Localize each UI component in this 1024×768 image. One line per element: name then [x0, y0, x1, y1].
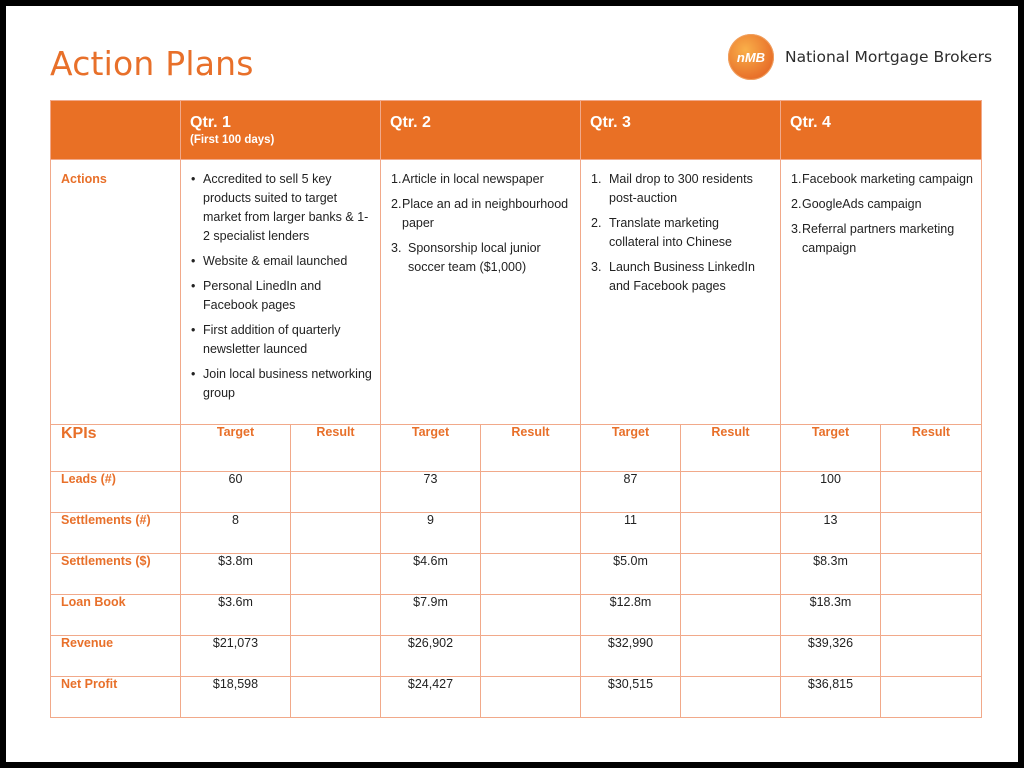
- header-blank-cell: [51, 101, 181, 160]
- result-cell: [291, 636, 381, 677]
- result-header: Result: [881, 425, 982, 472]
- list-item: • Personal LinedIn and Facebook pages: [189, 277, 372, 315]
- list-item: 2. Place an ad in neighbourhood paper: [391, 197, 569, 230]
- quarter-header-q3: Qtr. 3: [581, 101, 781, 160]
- target-value: $24,427: [381, 677, 481, 718]
- list-item: • Website & email launched: [189, 252, 372, 271]
- page-title: Action Plans: [50, 44, 254, 83]
- kpis-label: KPIs: [51, 425, 181, 472]
- table-row: [51, 472, 982, 513]
- result-header: Result: [681, 425, 781, 472]
- target-value: 13: [781, 513, 881, 554]
- row-label: Revenue: [51, 636, 181, 677]
- target-value: 87: [581, 472, 681, 513]
- target-value: $36,815: [781, 677, 881, 718]
- result-cell: [481, 513, 581, 554]
- list-item: 2. Translate marketing collateral into Chinese: [591, 216, 732, 249]
- target-value: $21,073: [181, 636, 291, 677]
- target-value: $39,326: [781, 636, 881, 677]
- list-item: 1. Facebook marketing campaign: [791, 172, 973, 186]
- target-value: $5.0m: [581, 554, 681, 595]
- result-cell: [681, 472, 781, 513]
- target-value: 73: [381, 472, 481, 513]
- target-value: 100: [781, 472, 881, 513]
- logo-icon: nMB: [728, 34, 774, 80]
- quarter-header-q1: Qtr. 1 (First 100 days): [181, 101, 381, 160]
- target-value: $3.8m: [181, 554, 291, 595]
- list-item: 1. Mail drop to 300 residents post-auction: [591, 172, 753, 205]
- result-cell: [291, 677, 381, 718]
- table-row: [51, 636, 982, 677]
- brand-name: National Mortgage Brokers: [785, 48, 993, 66]
- target-value: $8.3m: [781, 554, 881, 595]
- list-item: 3. Launch Business LinkedIn and Facebook pages: [591, 260, 755, 293]
- quarter-header-row: [51, 101, 982, 160]
- target-value: $18,598: [181, 677, 291, 718]
- target-header: Target: [581, 425, 681, 472]
- table-row: [51, 677, 982, 718]
- result-cell: [881, 513, 982, 554]
- row-label: Settlements ($): [51, 554, 181, 595]
- target-value: 9: [381, 513, 481, 554]
- result-cell: [881, 554, 982, 595]
- result-cell: [291, 595, 381, 636]
- actions-q1: [181, 160, 381, 425]
- target-value: $18.3m: [781, 595, 881, 636]
- actions-label: Actions: [51, 160, 181, 425]
- row-label: Settlements (#): [51, 513, 181, 554]
- target-value: 11: [581, 513, 681, 554]
- result-cell: [881, 595, 982, 636]
- target-value: $7.9m: [381, 595, 481, 636]
- list-item: 3. Referral partners marketing campaign: [791, 222, 955, 255]
- result-cell: [481, 472, 581, 513]
- target-value: $4.6m: [381, 554, 481, 595]
- result-cell: [291, 513, 381, 554]
- list-item: • First addition of quarterly newsletter launced: [189, 321, 372, 359]
- target-value: $30,515: [581, 677, 681, 718]
- action-plan-table: [50, 100, 982, 718]
- target-header: Target: [781, 425, 881, 472]
- result-cell: [881, 636, 982, 677]
- target-value: $26,902: [381, 636, 481, 677]
- result-cell: [291, 554, 381, 595]
- target-value: 60: [181, 472, 291, 513]
- result-cell: [881, 677, 982, 718]
- slide: [6, 6, 1018, 762]
- target-value: $32,990: [581, 636, 681, 677]
- target-value: $3.6m: [181, 595, 291, 636]
- row-label: Loan Book: [51, 595, 181, 636]
- result-cell: [481, 554, 581, 595]
- actions-q3: [581, 160, 781, 425]
- result-cell: [681, 677, 781, 718]
- list-item: 1. Article in local newspaper: [391, 172, 544, 186]
- result-cell: [481, 636, 581, 677]
- result-header: Result: [291, 425, 381, 472]
- result-cell: [681, 513, 781, 554]
- list-item: 3. Sponsorship local junior soccer team ($1,000): [391, 241, 541, 274]
- table-row: [51, 513, 982, 554]
- result-cell: [291, 472, 381, 513]
- row-label: Leads (#): [51, 472, 181, 513]
- result-cell: [881, 472, 982, 513]
- actions-q4: [781, 160, 982, 425]
- brand: [728, 33, 992, 81]
- quarter-header-q4: Qtr. 4: [781, 101, 982, 160]
- result-cell: [481, 595, 581, 636]
- result-cell: [681, 554, 781, 595]
- table-row: [51, 554, 982, 595]
- target-value: 8: [181, 513, 291, 554]
- target-value: $12.8m: [581, 595, 681, 636]
- actions-q2: [381, 160, 581, 425]
- result-header: Result: [481, 425, 581, 472]
- target-header: Target: [381, 425, 481, 472]
- row-label: Net Profit: [51, 677, 181, 718]
- list-item: • Join local business networking group: [189, 365, 372, 403]
- target-header: Target: [181, 425, 291, 472]
- result-cell: [481, 677, 581, 718]
- list-item: 2. GoogleAds campaign: [791, 197, 922, 211]
- table-row: [51, 595, 982, 636]
- actions-row: [51, 160, 982, 425]
- quarter-header-q2: Qtr. 2: [381, 101, 581, 160]
- result-cell: [681, 595, 781, 636]
- kpi-header-row: [51, 425, 982, 472]
- list-item: • Accredited to sell 5 key products suited to target market from larger banks & 1-2 specialist lenders: [189, 170, 372, 246]
- result-cell: [681, 636, 781, 677]
